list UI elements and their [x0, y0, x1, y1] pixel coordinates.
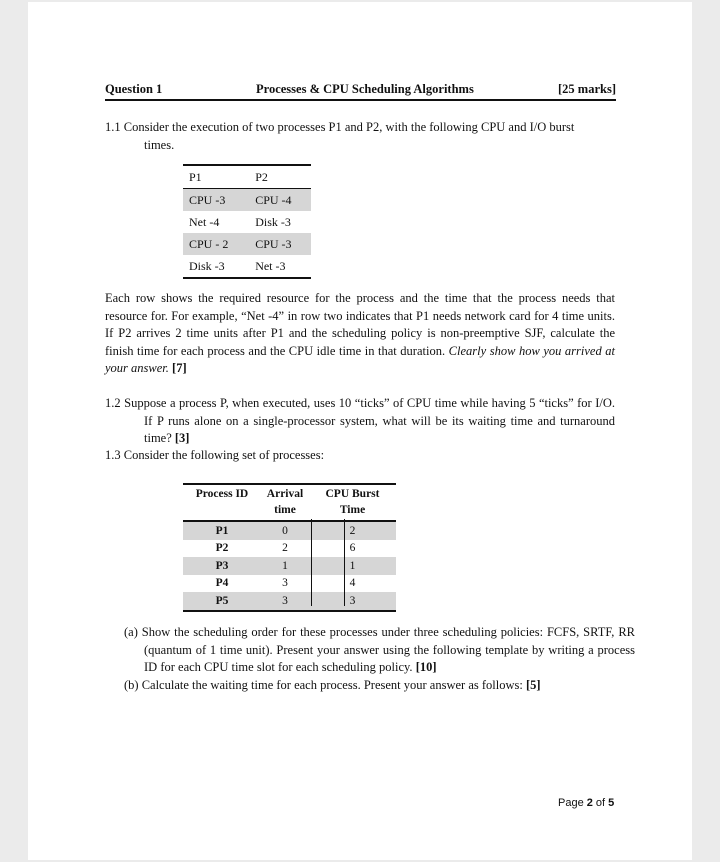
table-row	[183, 255, 311, 278]
process-id-cell: P1	[183, 521, 261, 540]
q13-part-b-marks: [5]	[525, 678, 541, 692]
process-table-header-arrival	[261, 484, 309, 521]
q11-marks: [7]	[172, 361, 187, 375]
table-cell: Net -4	[189, 214, 220, 229]
table-cell: CPU -3	[183, 189, 249, 212]
burst-cell: 4	[349, 577, 356, 590]
table-cell: Disk -3	[183, 255, 249, 278]
process-id-cell: P2	[215, 542, 229, 555]
page-number	[558, 797, 614, 809]
table-row	[183, 233, 311, 255]
table-cell: CPU -4	[249, 189, 311, 212]
question-label: Question 1	[105, 82, 163, 96]
table-row	[183, 540, 396, 558]
burst-table-header-p1: P1	[183, 165, 249, 189]
arrival-cell: 2	[282, 542, 288, 555]
arrival-cell: 1	[261, 557, 309, 575]
q13-part-a-marks: [10]	[415, 660, 437, 674]
q11-body	[105, 290, 615, 378]
page-current: 2	[586, 797, 593, 809]
table-cell: CPU -3	[249, 233, 311, 255]
header-line: Process ID	[195, 488, 249, 500]
process-table-header-id	[183, 484, 261, 521]
document-page	[28, 2, 692, 860]
q13-part-b	[124, 677, 615, 695]
burst-cell: 2	[309, 521, 396, 540]
q11-intro-line1: 1.1 Consider the execution of two processes P1 and P2, with the following CPU and I/O burst	[105, 120, 575, 134]
arrival-cell: 0	[261, 521, 309, 540]
table-cell: Net -3	[249, 255, 311, 278]
arrival-cell: 3	[282, 577, 288, 590]
burst-table-header-p2: P2	[249, 165, 311, 189]
process-id-cell: P3	[183, 557, 261, 575]
burst-cell: 6	[349, 542, 356, 555]
page-number-prefix: Page	[558, 797, 587, 809]
table-cell: CPU - 2	[183, 233, 249, 255]
table-row	[183, 557, 396, 575]
header-line: Arrival	[266, 488, 304, 500]
q13-part-a-text: (a) Show the scheduling order for these processes under three scheduling policies: FCFS, SRTF, RR (quantum of 1 time unit). Present your answer using the following template by writing a process ID for each CPU time slot for each scheduling policy.	[124, 625, 635, 674]
table-row	[183, 592, 396, 611]
header-line: time	[274, 504, 296, 516]
q12-text: 1.2 Suppose a process P, when executed, uses 10 “ticks” of CPU time while having 5 “ticks” for I/O. If P runs alone on a single-processor system, what will be its waiting time and turnaround time?	[105, 396, 615, 445]
header-line: Time	[339, 504, 366, 516]
burst-table	[183, 164, 311, 279]
q13-part-a	[124, 624, 635, 677]
q13-intro: 1.3 Consider the following set of processes:	[105, 448, 325, 462]
question-header	[105, 82, 616, 101]
total-marks: [25 marks]	[558, 82, 616, 96]
table-row	[183, 211, 311, 233]
arrival-cell: 3	[261, 592, 309, 611]
process-table	[183, 483, 396, 612]
page-total: 5	[608, 797, 615, 809]
q11-emphasis: Clearly show how you arrived at your answer.	[105, 343, 616, 375]
q12-marks: [3]	[174, 431, 190, 445]
section-title: Processes & CPU Scheduling Algorithms	[256, 82, 474, 96]
process-id-cell: P4	[215, 577, 229, 590]
burst-cell: 1	[309, 557, 396, 575]
burst-cell: 3	[309, 592, 396, 611]
process-id-cell: P5	[183, 592, 261, 611]
table-row	[183, 575, 396, 593]
table-column-divider	[344, 519, 345, 606]
table-row	[183, 521, 396, 540]
table-cell: Disk -3	[255, 214, 291, 229]
header-line: CPU Burst	[325, 488, 380, 500]
process-table-header-burst	[309, 484, 396, 521]
table-row	[183, 189, 311, 212]
q13-part-b-text: (b) Calculate the waiting time for each process. Present your answer as follows:	[124, 678, 523, 692]
q11-intro-line2: times.	[144, 138, 175, 152]
page-number-of: of	[592, 797, 609, 809]
table-column-divider	[311, 519, 312, 606]
q12-block	[105, 395, 615, 448]
q11-body-text: Each row shows the required resource for the process and the time that the process needs that resource for. For example, “Net -4” in row two indicates that P1 needs network card for 4 time units. If P2 arrives 2 time units after P1 and the scheduling policy is non-preemptive SJF, calculate the finish time for each process and the CPU idle time in that duration.	[105, 291, 615, 358]
